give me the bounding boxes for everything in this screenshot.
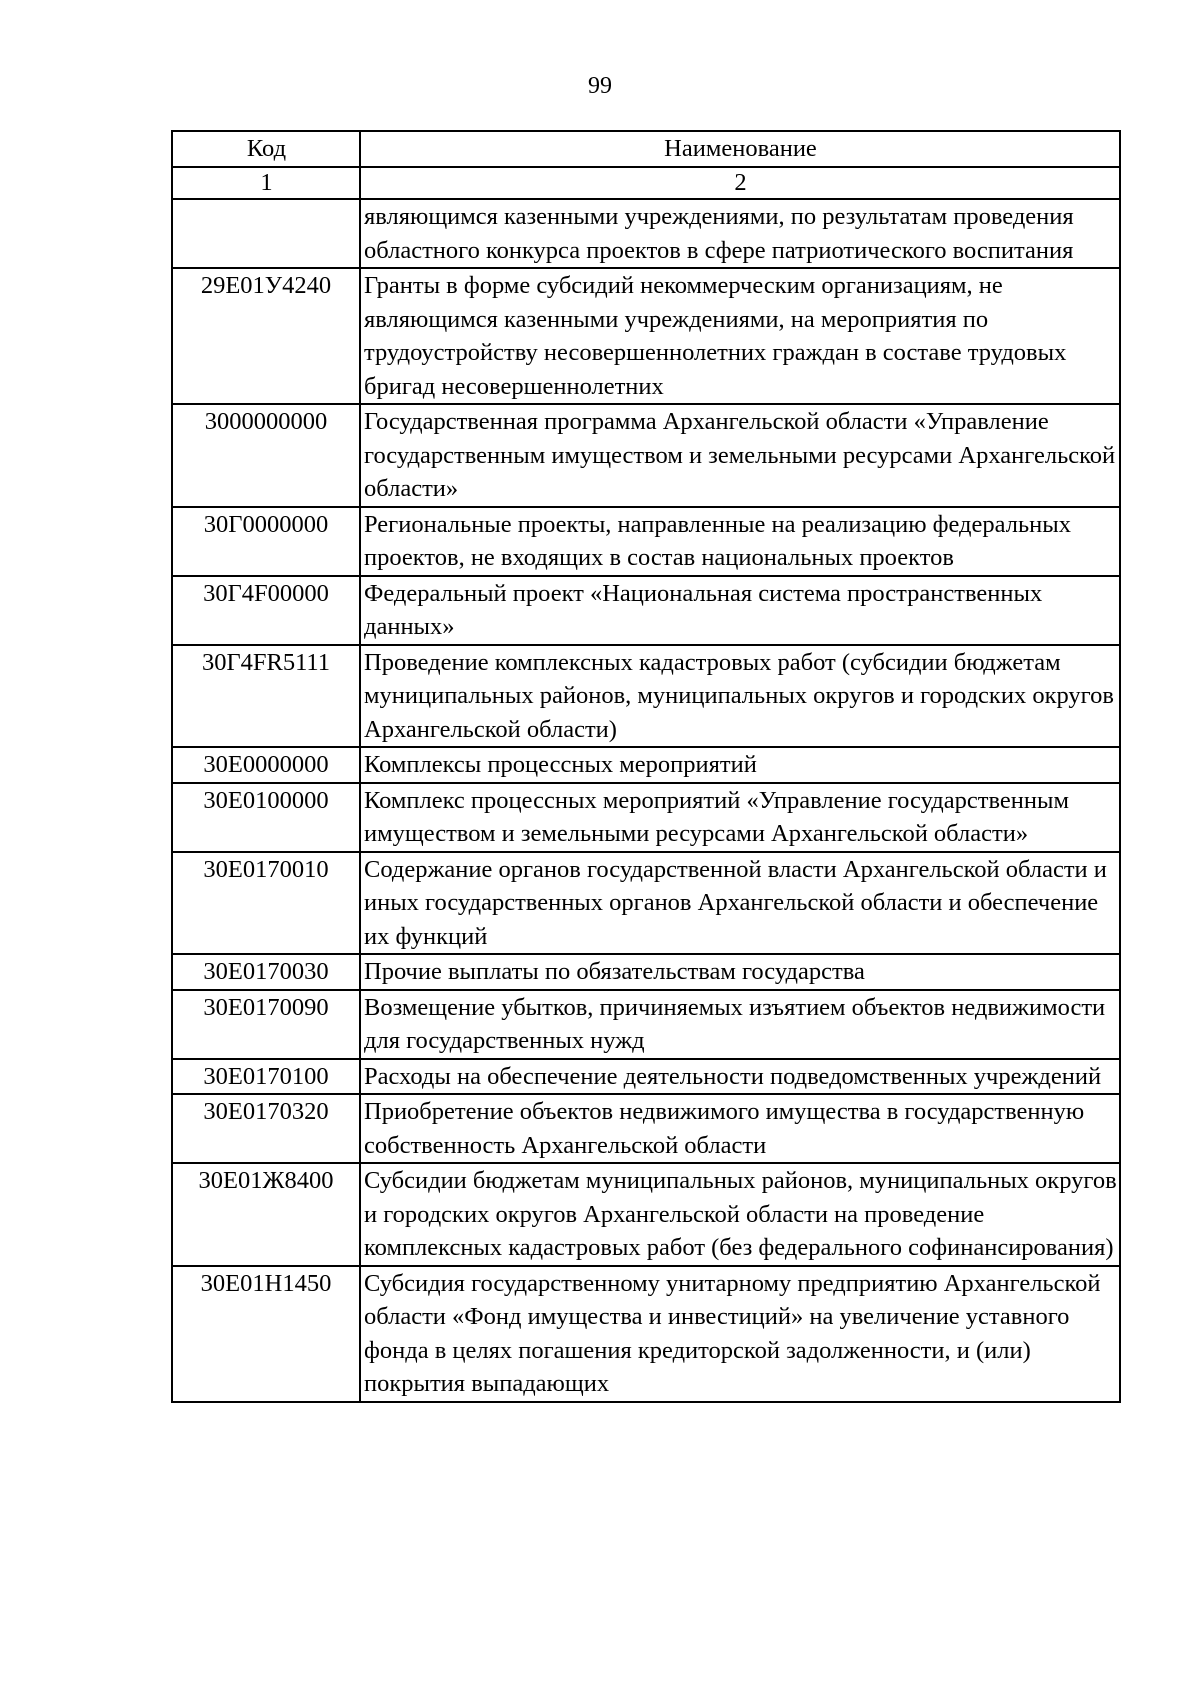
table-row xyxy=(172,990,1120,1059)
column-number-code: 1 xyxy=(172,167,360,199)
row-name: Проведение комплексных кадастровых работ (субсидии бюджетам муниципальных районов, муниципальных округов и городских округов Архангельской области) xyxy=(360,645,1120,748)
table-row xyxy=(172,1094,1120,1163)
table-row xyxy=(172,199,1120,268)
row-name: Возмещение убытков, причиняемых изъятием объектов недвижимости для государственных нужд xyxy=(360,990,1120,1059)
row-name: Государственная программа Архангельской области «Управление государственным имуществом и земельными ресурсами Архангельской области» xyxy=(360,404,1120,507)
column-number-row xyxy=(172,167,1120,199)
row-name: Комплексы процессных мероприятий xyxy=(360,747,1120,783)
row-code: 30Е0170030 xyxy=(172,954,360,990)
table-row xyxy=(172,507,1120,576)
row-name: Региональные проекты, направленные на реализацию федеральных проектов, не входящих в состав национальных проектов xyxy=(360,507,1120,576)
row-code: 30Е01Ж8400 xyxy=(172,1163,360,1266)
row-name: Субсидия государственному унитарному предприятию Архангельской области «Фонд имущества и инвестиций» на увеличение уставного фонда в целях погашения кредиторской задолженности, и (или) покрытия выпадающих xyxy=(360,1266,1120,1402)
table-row xyxy=(172,404,1120,507)
budget-codes-table xyxy=(171,130,1121,1403)
row-code xyxy=(172,199,360,268)
row-name: являющимся казенными учреждениями, по результатам проведения областного конкурса проектов в сфере патриотического воспитания xyxy=(360,199,1120,268)
row-code: 30Е0170090 xyxy=(172,990,360,1059)
table-row xyxy=(172,268,1120,404)
row-code: 30Е0100000 xyxy=(172,783,360,852)
row-code: 30Е0170010 xyxy=(172,852,360,955)
table-header-row xyxy=(172,131,1120,167)
header-name: Наименование xyxy=(360,131,1120,167)
table-row xyxy=(172,954,1120,990)
row-name: Субсидии бюджетам муниципальных районов, муниципальных округов и городских округов Архангельской области на проведение комплексных кадастровых работ (без федерального софинансирования) xyxy=(360,1163,1120,1266)
column-number-name: 2 xyxy=(360,167,1120,199)
row-name: Федеральный проект «Национальная система пространственных данных» xyxy=(360,576,1120,645)
row-code: 29Е01У4240 xyxy=(172,268,360,404)
table-row xyxy=(172,1266,1120,1402)
row-code: 3000000000 xyxy=(172,404,360,507)
table-row xyxy=(172,852,1120,955)
table-row xyxy=(172,645,1120,748)
table-row xyxy=(172,576,1120,645)
table-row xyxy=(172,1059,1120,1095)
row-name: Приобретение объектов недвижимого имущества в государственную собственность Архангельской области xyxy=(360,1094,1120,1163)
row-name: Прочие выплаты по обязательствам государства xyxy=(360,954,1120,990)
page-number: 99 xyxy=(588,73,612,99)
table-row xyxy=(172,783,1120,852)
row-name: Гранты в форме субсидий некоммерческим организациям, не являющимся казенными учреждениями, на мероприятия по трудоустройству несовершеннолетних граждан в составе трудовых бригад несовершеннолетних xyxy=(360,268,1120,404)
row-code: 30Г4F00000 xyxy=(172,576,360,645)
row-code: 30Г0000000 xyxy=(172,507,360,576)
table-row xyxy=(172,747,1120,783)
row-name: Комплекс процессных мероприятий «Управление государственным имуществом и земельными ресурсами Архангельской области» xyxy=(360,783,1120,852)
row-code: 30Е01Н1450 xyxy=(172,1266,360,1402)
row-code: 30Г4FR5111 xyxy=(172,645,360,748)
row-name: Содержание органов государственной власти Архангельской области и иных государственных органов Архангельской области и обеспечение их функций xyxy=(360,852,1120,955)
row-name: Расходы на обеспечение деятельности подведомственных учреждений xyxy=(360,1059,1120,1095)
row-code: 30Е0170100 xyxy=(172,1059,360,1095)
table-row xyxy=(172,1163,1120,1266)
row-code: 30Е0170320 xyxy=(172,1094,360,1163)
row-code: 30Е0000000 xyxy=(172,747,360,783)
header-code: Код xyxy=(172,131,360,167)
